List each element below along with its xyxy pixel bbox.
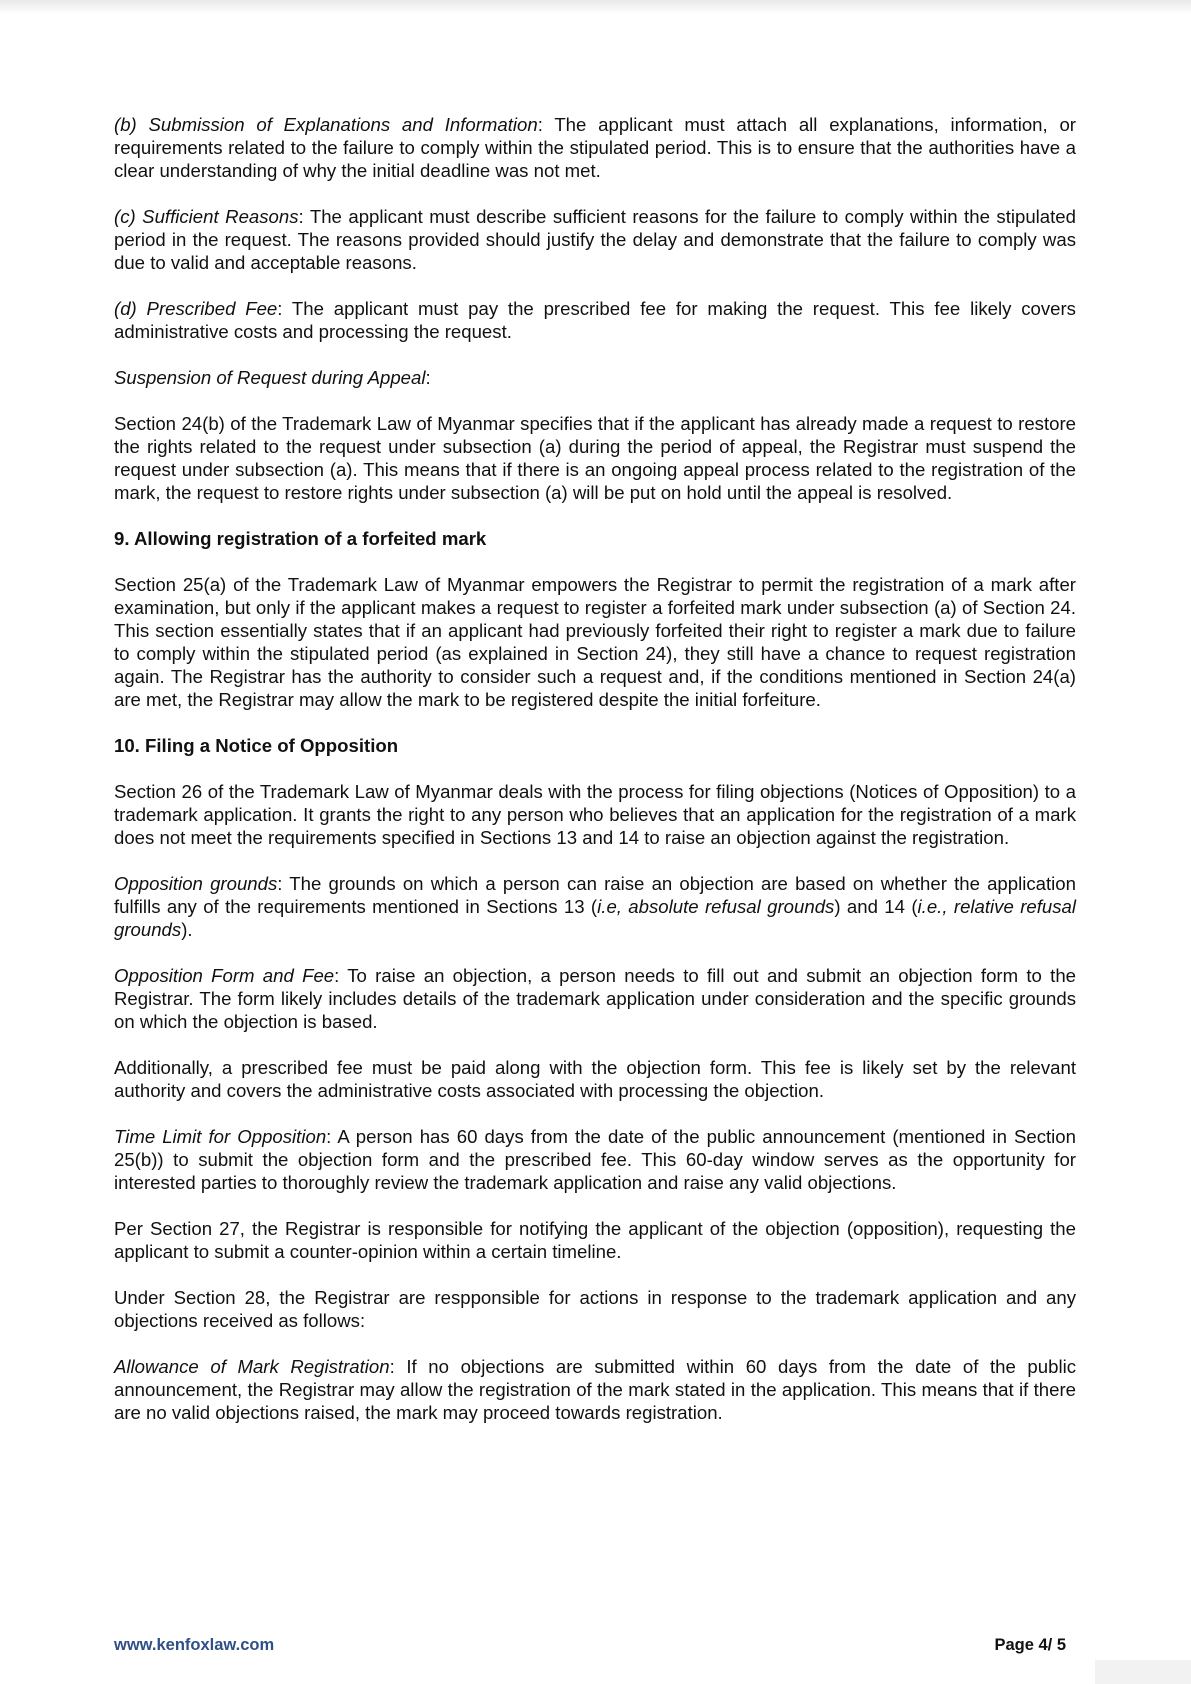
paragraph-italic: i.e., relative refusal grounds: [114, 896, 1076, 940]
paragraph-text: ) and 14 (: [834, 896, 918, 917]
section-heading-10: 10. Filing a Notice of Opposition: [114, 735, 399, 756]
paragraph-allowance: [114, 1355, 1076, 1424]
paragraph-text: : The grounds on which a person can raise an objection are based on whether the application fulfills any of the requirements mentioned in Sections 13 (: [114, 873, 1076, 917]
paragraph-section-27: Per Section 27, the Registrar is responsible for notifying the applicant of the objection (opposition), requesting the applicant to submit a counter-opinion within a certain timeline.: [114, 1218, 1076, 1262]
paragraph-b-submission: [114, 113, 1076, 182]
paragraph-time-limit: [114, 1125, 1076, 1194]
section-heading-9: 9. Allowing registration of a forfeited mark: [114, 528, 487, 549]
paragraph-lead: (d) Prescribed Fee: [114, 298, 278, 319]
footer-website-link[interactable]: www.kenfoxlaw.com: [114, 1636, 275, 1654]
paragraph-italic: i.e, absolute refusal grounds: [597, 896, 835, 917]
paragraph-lead: Allowance of Mark Registration: [114, 1356, 390, 1377]
suspension-subheading: [114, 366, 1076, 389]
paragraph-section-25a: Section 25(a) of the Trademark Law of Myanmar empowers the Registrar to permit the registration of a mark after examination, but only if the applicant makes a request to register a forfeited mark under subsection (a) of Section 24. This section essentially states that if an applicant had previously forfeited their right to register a mark due to failure to comply within the stipulated period (as explained in Section 24), they still have a chance to request registration again. The Registrar has the authority to consider such a request and, if the conditions mentioned in Section 24(a) are met, the Registrar may allow the mark to be registered despite the initial forfeiture.: [114, 574, 1076, 710]
document-body: [114, 113, 1076, 1447]
paragraph-additionally: Additionally, a prescribed fee must be paid along with the objection form. This fee is likely set by the relevant authority and covers the administrative costs associated with processing the objection.: [114, 1057, 1076, 1101]
paragraph-text: : To raise an objection, a person needs to fill out and submit an objection form to the Registrar. The form likely includes details of the trademark application under consideration and the specific grounds on which the objection is based.: [114, 965, 1076, 1032]
paragraph-c-sufficient-reasons: [114, 205, 1076, 274]
page-top-shadow: [0, 0, 1191, 14]
paragraph-opposition-grounds: [114, 872, 1076, 941]
paragraph-text: : The applicant must pay the prescribed fee for making the request. This fee likely covers administrative costs and processing the request.: [114, 298, 1076, 342]
paragraph-text: :: [425, 367, 431, 388]
paragraph-opposition-form-fee: [114, 964, 1076, 1033]
footer-page-number: Page 4/ 5: [994, 1636, 1066, 1654]
paragraph-text: : If no objections are submitted within 60 days from the date of the public announcement, the Registrar may allow the registration of the mark stated in the application. This means that if there are no valid objections raised, the mark may proceed towards registration.: [114, 1356, 1076, 1423]
paragraph-lead: (b) Submission of Explanations and Information: [114, 114, 538, 135]
paragraph-lead: (c) Sufficient Reasons: [114, 206, 299, 227]
page-corner-shadow: [1095, 1660, 1191, 1684]
paragraph-lead: Opposition grounds: [114, 873, 278, 894]
paragraph-section-28: Under Section 28, the Registrar are respponsible for actions in response to the trademark application and any objections received as follows:: [114, 1287, 1076, 1331]
paragraph-section-26: Section 26 of the Trademark Law of Myanmar deals with the process for filing objections (Notices of Opposition) to a trademark application. It grants the right to any person who believes that an application for the registration of a mark does not meet the requirements specified in Sections 13 and 14 to raise an objection against the registration.: [114, 781, 1076, 848]
paragraph-section-24b: Section 24(b) of the Trademark Law of Myanmar specifies that if the applicant has already made a request to restore the rights related to the request under subsection (a) during the period of appeal, the Registrar must suspend the request under subsection (a). This means that if there is an ongoing appeal process related to the registration of the mark, the request to restore rights under subsection (a) will be put on hold until the appeal is resolved.: [114, 413, 1076, 503]
paragraph-text: : A person has 60 days from the date of the public announcement (mentioned in Section 25(b)) to submit the objection form and the prescribed fee. This 60-day window serves as the opportunity for interested parties to thoroughly review the trademark application and raise any valid objections.: [114, 1126, 1076, 1193]
paragraph-text: : The applicant must describe sufficient reasons for the failure to comply within the stipulated period in the request. The reasons provided should justify the delay and demonstrate that the failure to comply was due to valid and acceptable reasons.: [114, 206, 1076, 273]
paragraph-text: : The applicant must attach all explanations, information, or requirements related to the failure to comply within the stipulated period. This is to ensure that the authorities have a clear understanding of why the initial deadline was not met.: [114, 114, 1076, 181]
paragraph-lead: Time Limit for Opposition: [114, 1126, 327, 1147]
paragraph-d-prescribed-fee: [114, 297, 1076, 343]
paragraph-text: ).: [181, 919, 193, 940]
paragraph-lead: Suspension of Request during Appeal: [114, 367, 426, 388]
paragraph-lead: Opposition Form and Fee: [114, 965, 335, 986]
